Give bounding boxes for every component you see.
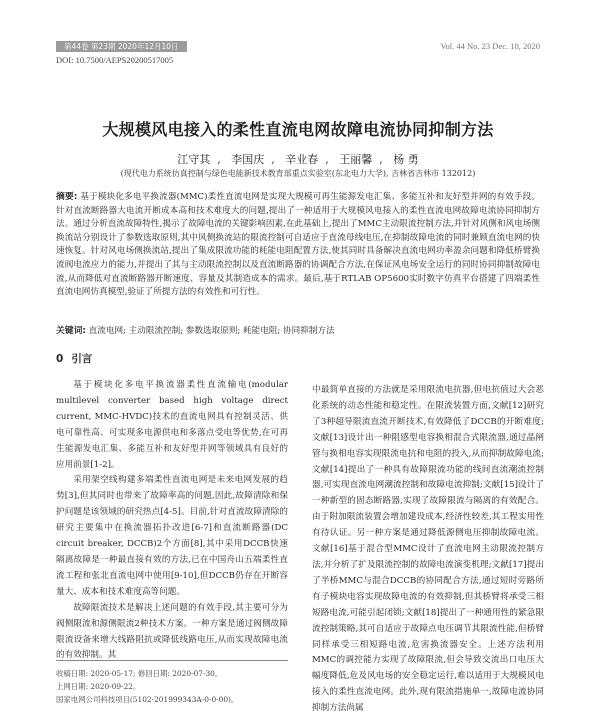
body-paragraph: 故障限流技术是解决上述问题的有效手段,其主要可分为阀侧限流和源侧限流2种技术方案。一种方案是通过阀侧故障限流设备来增大线路阻抗或降低线路电压,从而实现故障电流的有效抑制。其: [56, 602, 288, 661]
running-header: [56, 40, 540, 54]
author: 杨 勇: [393, 153, 419, 166]
issue-label-en: Vol. 44 No. 23 Dec. 10, 2020: [440, 41, 540, 51]
footnote-received: 收稿日期: 2020-05-17; 修回日期: 2020-07-30。: [56, 669, 223, 678]
body-paragraph: 中最简单直接的方法就是采用限流电抗器,但电抗值过大会恶化系统的动态性能和稳定性。在限流装置方面,文献[12]研究了3种超导限流直流开断技术,有效降低了DCCB的开断难度;文献[13]设计出一种阻感型电容换相混合式限流器,通过晶闸管与换相电容实现限流电抗和电阻的投入,从而抑制故障电流;文献[14]提出了一种具有故障限流功能的线间直流潮流控制器,可实现直流电网潮流控制和故障电流抑制;文献[15]设计了一种新型的固态断路器,实现了故障限流与隔离的有效配合。由于附加限流装置会增加建设成本,经济性较差,其工程实用性有待认证。另一种方案是通过降低源侧电压抑制故障电流。文献[16]基于混合型MMC设计了直流电网主动限流控制方法,并分析了扩及限流控制的故障电流演变机理;文献[17]提出了半桥MMC与混合DCCB的协同配合方法,通过短时旁路所有子模块电容实现故障电流的有效抑制,但其桥臂将承受三相短路电流,可能引起闭锁;文献[18]提出了一种通用性的紧急限流控制策略,其可自适应于故障点电压调节其限流性能,但桥臂同样承受三相短路电流,危害换流器安全。上述方法利用MMC的调控能力实现了故障限流,但会导致交流出口电压大幅度降低,危及风电场的安全稳定运行,难以适用于大规模风电接入的柔性直流电网。此外,现有限流措施单一,故障电流协同抑制方法尚属: [312, 385, 544, 714]
issue-label-cn: 第44卷 第23期 2020年12月10日: [56, 41, 187, 52]
paper-title: 大规模风电接入的柔性直流电网故障电流协同抑制方法: [102, 120, 494, 139]
author: 王丽馨: [339, 153, 373, 166]
footnotes: [56, 660, 288, 706]
author-list: 江守其 , 李国庆 , 辛业春 , 王丽馨 , 杨 勇: [177, 153, 419, 166]
keywords-text: 直流电网; 主动限流控制; 参数选取原则; 耗能电阻; 协同抑制方法: [88, 326, 335, 336]
abstract-text: 基于模块化多电平换流器(MMC)柔性直流电网是实现大规模可再生能源发电汇集、多能互补和友好型并网的有效手段。针对直流断路器大电流开断成本高和技术难度大的问题,提出了一种适用于大规模风电接入的柔性直流电网故障电流协同抑制方法。通过分析直流故障特性,揭示了故障电流的关键影响因素,在此基础上,提出了MMC主动限流控制方法,并针对风侧和风电场侧换流站分别设计了参数选取原则,其中风侧换流站的限流控制可自适应于直流母线电压,在抑制故障电流的同时兼顾直流电网的快速恢复。针对风电场侧换流站,提出了集成限流功能的耗能电阻配置方法,使其同时具备解决直流电网功率盈余问题和降低桥臂换流阀电流应力的能力,并提出了其与主动限流控制以及直流断路器的协调配合方法,在保证风电场安全运行的同时协同抑制故障电流,从而降低对直流断路器开断速度、容量及其制造成本的需求。最后,基于RTLAB OP5600实时数字仿真平台搭建了四端柔性直流电网仿真模型,验证了所提方法的有效性和可行性。: [56, 192, 540, 298]
section-number: 0: [56, 353, 64, 365]
body-paragraph: 基于模块化多电平换流器柔性直流输电(modular multilevel converter based high voltage direct current, MMC-HVDC)技术的直流电网具有控制灵活、供电可靠性高、可实现多电源供电和多落点受电等优势,在可再生能源发电汇集、多能互补和友好型并网等领域具有良好的应用前景[1-2]。: [56, 380, 288, 470]
left-column: [56, 352, 288, 664]
author: 李国庆: [231, 153, 265, 166]
footnote-fund: 国家电网公司科技项目(5102-201999343A-0-0-00)。: [56, 695, 239, 704]
right-column: [312, 383, 544, 717]
abstract-label: 摘要:: [56, 192, 78, 202]
author: 江守其: [177, 153, 211, 166]
footnote-online: 上网日期: 2020-09-22。: [56, 682, 141, 691]
affiliation: (现代电力系统仿真控制与绿色电能新技术教育部重点实验室(东北电力大学), 吉林省吉林市 132012): [120, 169, 476, 178]
body-paragraph: 采用架空线构建多端柔性直流电网是未来电网发展的趋势[3],但其同时也带来了故障率高的问题,因此,故障清除和保护问题是该领域的研究热点[4-5]。目前,针对直流故障清除的研究主要集中在换流器拓扑改进[6-7]和直流断路器(DC circuit breaker, DCCB)2个方面[8],其中采用DCCB快速隔离故障是一种最直接有效的方法,已在中国舟山五端柔性直流工程和张北直流电网中使用[9-10],但DCCB仍存在开断容量大、成本和技术难度高等问题。: [56, 475, 288, 597]
abstract: [56, 191, 540, 300]
keywords: [56, 325, 540, 338]
keywords-label: 关键词:: [56, 326, 86, 336]
section-heading: [56, 352, 288, 366]
section-title: 引言: [71, 353, 93, 365]
doi: DOI: 10.7500/AEPS20200517005: [56, 55, 174, 65]
author: 辛业春: [285, 153, 319, 166]
